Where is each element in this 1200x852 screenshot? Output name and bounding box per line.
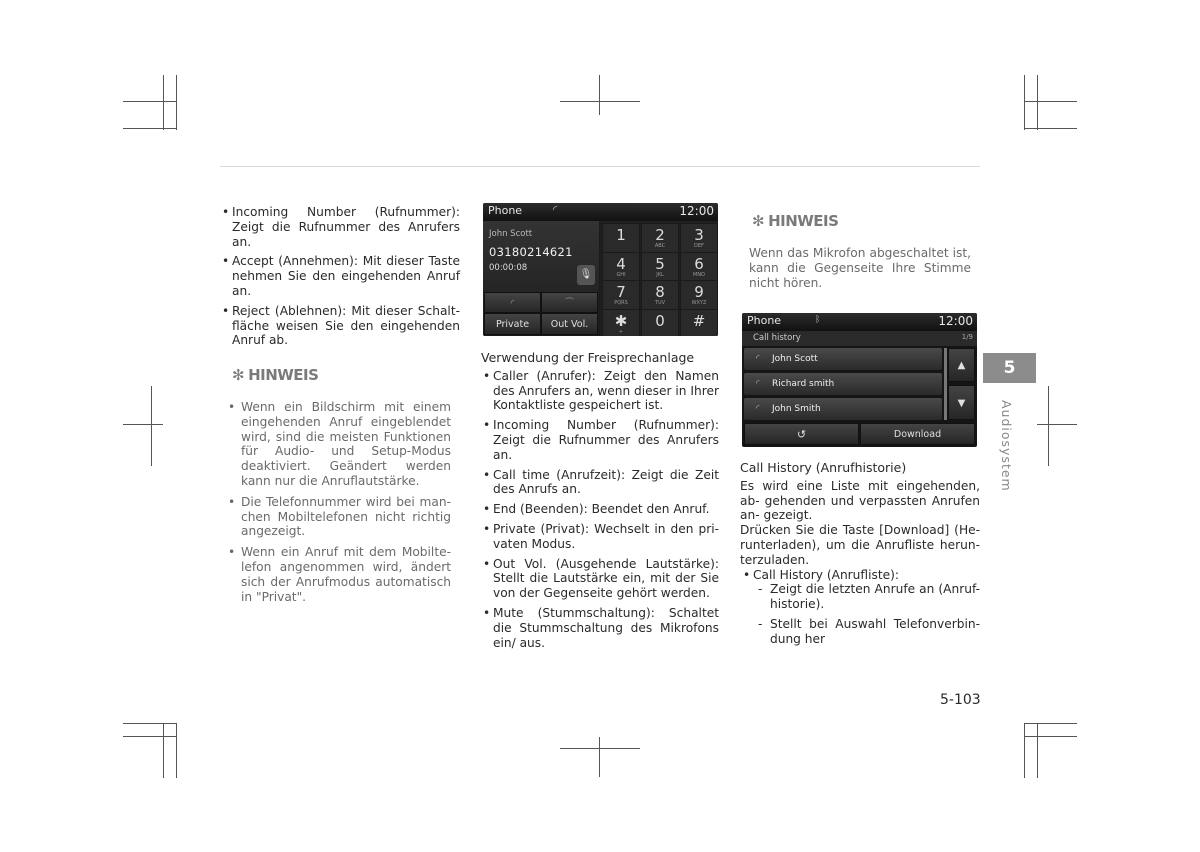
arrow-down-icon: ▼ xyxy=(957,398,966,409)
caller-name: John Scott xyxy=(489,229,533,239)
key-letters: TUV xyxy=(654,300,666,306)
call-icon: ◜ xyxy=(553,203,558,216)
paragraph: Es wird eine Liste mit eingehenden, ab- gehenden und verpassten Anrufen an- gezeigt. xyxy=(740,478,980,523)
incoming-call-icon: ◜ xyxy=(756,354,760,364)
key-digit: 7 xyxy=(616,283,626,301)
key-digit: 2 xyxy=(655,226,665,244)
crop-mark xyxy=(151,386,152,466)
list-item: • Wenn ein Anruf mit dem Mobilte- lefon angenommen wird, ändert sich der Anrufmodus automatisch in "Privat". xyxy=(228,545,451,604)
paragraph: Drücken Sie die Taste [Download] (He- runterladen), um die Anrufliste herun- terzuladen. xyxy=(740,523,980,567)
note-list xyxy=(228,400,451,609)
download-button[interactable]: Download xyxy=(860,423,975,445)
crop-mark xyxy=(123,128,177,129)
back-arrow-icon: ↺ xyxy=(796,428,807,441)
list-item: • Reject (Ablehnen): Mit dieser Schalt- fläche weisen Sie den eingehenden Anruf ab. xyxy=(222,304,460,348)
list-item: • Accept (Annehmen): Mit dieser Taste nehmen Sie den eingehenden Anruf an. xyxy=(222,254,460,298)
phone-screen xyxy=(483,203,718,336)
outgoing-call-icon: ◜ xyxy=(756,379,760,389)
crop-mark xyxy=(1024,75,1025,130)
keypad-key[interactable] xyxy=(602,252,640,282)
clock: 12:00 xyxy=(679,204,714,218)
crop-mark xyxy=(560,101,640,102)
key-letters: MNO xyxy=(693,271,705,278)
crop-mark xyxy=(599,737,600,777)
note-text: Wenn das Mikrofon abgeschaltet ist, kann die Gegenseite Ihre Stimme nicht hören. xyxy=(749,246,971,290)
key-letters: GHI xyxy=(616,271,626,278)
out-vol-button[interactable]: Out Vol. xyxy=(541,313,598,335)
chapter-label: Audiosystem xyxy=(999,400,1014,492)
header-rule xyxy=(220,166,980,167)
keypad-key[interactable] xyxy=(641,309,679,337)
call-history-row[interactable] xyxy=(744,398,942,420)
crop-mark xyxy=(599,75,600,115)
key-letters: WXYZ xyxy=(691,300,707,306)
crop-mark xyxy=(1024,723,1077,724)
key-digit: ✱ xyxy=(614,311,628,330)
scroll-up-button[interactable] xyxy=(948,348,975,382)
crop-mark xyxy=(1024,736,1077,737)
list-item: • End (Beenden): Beendet den Anruf. xyxy=(483,502,719,517)
note-title: HINWEIS xyxy=(248,366,319,384)
dial-keypad xyxy=(600,221,718,336)
entry-name: John Smith xyxy=(772,404,821,414)
list-item: • Out Vol. (Ausgehende Lautstärke): Stellt die Lautstärke ein, mit der Sie von der Gegenseite gehört werden. xyxy=(483,557,719,601)
status-bar xyxy=(742,313,977,331)
scroll-down-button[interactable] xyxy=(948,385,975,420)
crop-mark xyxy=(1024,128,1077,129)
key-digit: 5 xyxy=(655,254,665,273)
microphone-icon: 🎙 xyxy=(579,269,593,280)
list-item: • Private (Privat): Wechselt in den pri- vaten Modus. xyxy=(483,522,719,552)
keypad-key[interactable] xyxy=(680,280,718,310)
crop-mark xyxy=(560,748,640,749)
bluetooth-icon: ᛒ xyxy=(815,315,821,325)
section-heading: Verwendung der Freisprechanlage xyxy=(481,350,695,365)
section-heading: Call History (Anrufhistorie) xyxy=(740,460,907,475)
crop-mark xyxy=(1024,723,1025,778)
scrollbar[interactable] xyxy=(944,348,947,420)
crop-mark xyxy=(123,101,177,102)
crop-mark xyxy=(123,424,163,425)
key-digit: 1 xyxy=(616,226,626,244)
dash-item: - Stellt bei Auswahl Telefonverbin- dung her xyxy=(748,617,980,647)
private-button[interactable]: Private xyxy=(484,313,541,335)
page-number: 5-103 xyxy=(940,692,981,708)
note-heading xyxy=(752,212,838,230)
list-title: Call history xyxy=(753,333,801,343)
clock: 12:00 xyxy=(938,314,973,328)
screen-title: Phone xyxy=(747,314,782,327)
list-item: • Call time (Anrufzeit): Zeigt die Zeit des Anrufs an. xyxy=(483,468,719,498)
crop-mark xyxy=(1037,723,1038,778)
asterisk-icon: ✻ xyxy=(232,366,245,384)
crop-mark xyxy=(176,75,177,130)
page-indicator: 1/9 xyxy=(961,333,973,341)
call-history-row[interactable] xyxy=(744,348,942,370)
incoming-number: 03180214621 xyxy=(489,245,573,259)
key-letters: DEF xyxy=(694,243,704,249)
crop-mark xyxy=(1048,386,1049,466)
key-letters: + xyxy=(618,328,624,335)
crop-mark xyxy=(1024,101,1077,102)
asterisk-icon: ✻ xyxy=(752,212,765,230)
note-title: HINWEIS xyxy=(768,212,839,230)
keypad-key[interactable] xyxy=(680,223,718,253)
mute-button[interactable] xyxy=(577,265,595,285)
missed-call-icon: ◜ xyxy=(756,404,760,414)
entry-name: Richard smith xyxy=(772,379,835,389)
key-letters: JKL xyxy=(656,271,664,278)
crop-mark xyxy=(176,723,177,778)
keypad-key[interactable] xyxy=(680,309,718,337)
entry-name: John Scott xyxy=(772,354,818,364)
key-letters: PQRS xyxy=(614,300,628,306)
list-item: • Incoming Number (Rufnummer): Zeigt die Rufnummer des Anrufers an. xyxy=(222,205,460,249)
back-button[interactable] xyxy=(744,423,859,445)
list-item: • Die Telefonnummer wird bei man- chen Mobiltelefonen nicht richtig angezeigt. xyxy=(228,495,451,539)
crop-mark xyxy=(123,723,177,724)
keypad-key[interactable] xyxy=(602,309,640,337)
reject-button[interactable] xyxy=(541,292,598,313)
arrow-up-icon: ▲ xyxy=(957,360,966,371)
crop-mark xyxy=(123,736,177,737)
dash-item: - Zeigt die letzten Anrufe an (Anruf- historie). xyxy=(748,582,980,612)
list-item: • Mute (Stummschaltung): Schaltet die Stummschaltung des Mikrofons ein/ aus. xyxy=(483,606,719,650)
phone-hangup-icon: ⌒ xyxy=(564,298,575,309)
keypad-key[interactable] xyxy=(680,252,718,282)
crop-mark xyxy=(1037,424,1077,425)
key-digit: 4 xyxy=(616,254,626,273)
list-header xyxy=(742,331,977,346)
left-column xyxy=(222,205,460,353)
phone-icon: ◜ xyxy=(510,298,515,309)
list-item: • Call History (Anrufliste): xyxy=(743,568,980,583)
middle-column xyxy=(481,351,719,655)
crop-mark xyxy=(1037,75,1038,130)
chapter-tab: 5 xyxy=(983,353,1036,383)
keypad-key[interactable] xyxy=(641,280,679,310)
list-item: • Wenn ein Bildschirm mit einem eingehenden Anruf eingeblendet wird, sind die meisten Funktionen für Audio- und Setup-Modus deaktiviert. Geändert werden kann nur die Anruflautstärke. xyxy=(228,400,451,489)
key-digit: 0 xyxy=(655,311,665,330)
accept-button[interactable] xyxy=(484,292,541,313)
call-time: 00:00:08 xyxy=(489,263,528,273)
crop-mark xyxy=(163,75,164,130)
keypad-key[interactable] xyxy=(602,280,640,310)
keypad-key[interactable] xyxy=(641,252,679,282)
call-history-screen xyxy=(742,313,977,447)
right-column xyxy=(740,461,980,652)
call-history-row[interactable] xyxy=(744,373,942,395)
crop-mark xyxy=(163,723,164,778)
key-digit: 6 xyxy=(694,254,704,273)
list-item: • Incoming Number (Rufnummer): Zeigt die Rufnummer des Anrufers an. xyxy=(483,418,719,462)
screen-title: Phone xyxy=(488,204,523,217)
note-heading xyxy=(232,366,318,384)
keypad-key[interactable] xyxy=(641,223,679,253)
key-digit: 3 xyxy=(694,226,704,244)
keypad-key[interactable] xyxy=(602,223,640,253)
key-digit: 8 xyxy=(655,283,665,301)
key-digit: 9 xyxy=(694,283,704,301)
key-digit: # xyxy=(692,311,706,330)
list-item: • Caller (Anrufer): Zeigt den Namen des Anrufers an, wenn dieser in Ihrer Kontaktliste gespeichert ist. xyxy=(483,369,719,413)
key-letters: ABC xyxy=(654,243,666,249)
status-bar xyxy=(483,203,718,221)
